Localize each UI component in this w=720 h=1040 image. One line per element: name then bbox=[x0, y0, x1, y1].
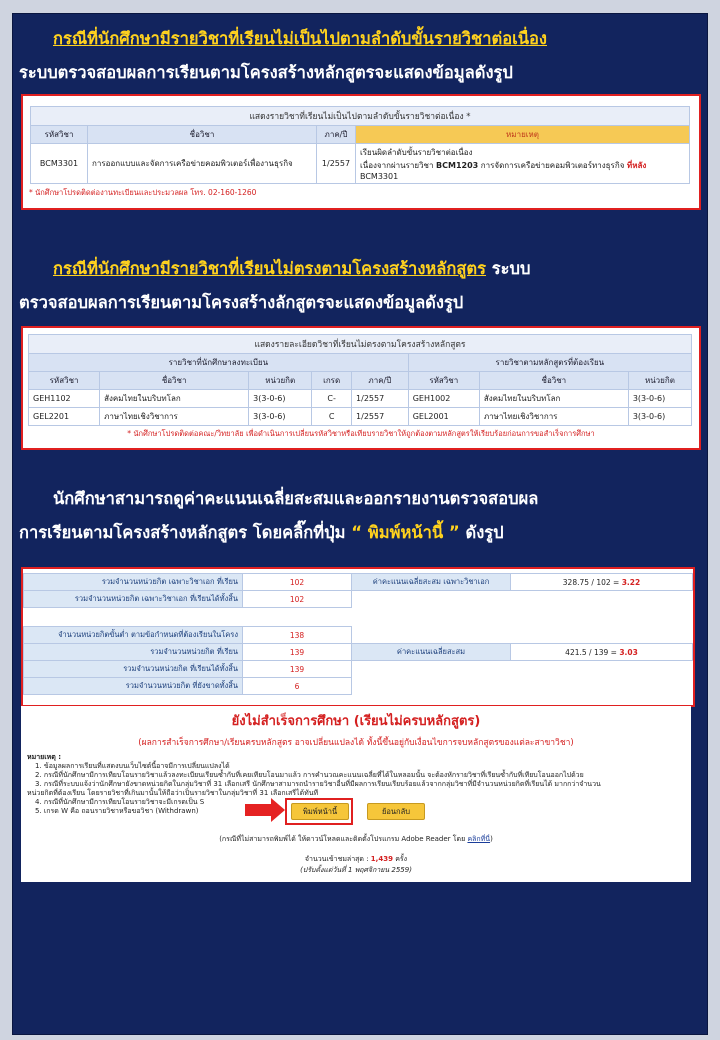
visits-unit: ครั้ง bbox=[395, 855, 408, 863]
visit-counter bbox=[21, 854, 691, 865]
notes-title: หมายเหตุ : bbox=[27, 753, 62, 761]
course-name: การออกแบบและจัดการเครือข่ายคอมพิวเตอร์เพื่องานธุรกิจ bbox=[88, 144, 317, 184]
earned-credits-label: รวมจำนวนหน่วยกิต ที่เรียนได้ทั้งสิ้น bbox=[24, 661, 243, 678]
gpa-value: 3.03 bbox=[619, 647, 638, 657]
major-earned-label: รวมจำนวนหน่วยกิต เฉพาะวิชาเอก ที่เรียนได้ทั้งสิ้น bbox=[24, 591, 243, 608]
section1-text: ระบบตรวจสอบผลการเรียนตามโครงสร้างหลักสูตรจะแสดงข้อมูลดังรูป bbox=[19, 63, 513, 82]
cell: ภาษาไทยเชิงวิชาการ bbox=[100, 408, 249, 426]
note-item: 3. กรณีที่ระบบแจ้งว่านักศึกษายังขาดหน่วยกิตในกลุ่มวิชาที่ 31 เลือกเสรี นักศึกษาสามารถนำรายวิชาอื่นที่มีผลการเรียนเรียบร้อยแล้วจากกลุ่มวิชาที่มีจำนวนหน่วยกิตที่เรียนได้ มากกว่าจำนวน bbox=[35, 780, 601, 788]
group-right-header: รายวิชาตามหลักสูตรที่ต้องเรียน bbox=[408, 354, 691, 372]
note-item: 1. ข้อมูลผลการเรียนที่แสดงบนเว็บไซต์นี้อาจมีการเปลี่ยนแปลงได้ bbox=[35, 762, 230, 770]
cell: 3(3-0-6) bbox=[249, 390, 312, 408]
section1-screenshot bbox=[21, 94, 701, 210]
note-item: หน่วยกิตที่ต้องเรียน โดยรายวิชาที่เกินมานั้นให้ถือว่าเป็นรายวิชาในกลุ่มวิชาที่ 31 เลือกเสรีได้ทันที bbox=[27, 789, 319, 797]
cell: 3(3-0-6) bbox=[628, 408, 691, 426]
table-row bbox=[29, 390, 692, 408]
earned-credits-value: 139 bbox=[243, 661, 352, 678]
note-item: 5. เกรด W คือ ถอนรายวิชาหรือขอวิชา (Withdrawn) bbox=[35, 807, 199, 815]
print-quote: “ พิมพ์หน้านี้ ” bbox=[351, 523, 460, 542]
total-credits-value: 139 bbox=[243, 644, 352, 661]
col-header: ภาค/ปี bbox=[352, 372, 409, 390]
section2-screenshot bbox=[21, 326, 701, 450]
section3-text-c: ดังรูป bbox=[465, 523, 504, 542]
major-gpa-value: 3.22 bbox=[621, 577, 641, 587]
remark-text: เนื่องจากผ่านรายวิชา bbox=[360, 161, 434, 170]
visits-value: 1,439 bbox=[370, 855, 393, 863]
col-header: รหัสวิชา bbox=[31, 126, 88, 144]
remark-code: BCM1203 bbox=[436, 161, 479, 170]
report-bottom-screenshot bbox=[21, 706, 691, 882]
col-header: รหัสวิชา bbox=[29, 372, 100, 390]
remark-line1: เรียนผิดลำดับขั้นรายวิชาต่อเนื่อง bbox=[360, 148, 473, 157]
section1-table-caption: แสดงรายวิชาที่เรียนไม่เป็นไปตามลำดับขั้นรายวิชาต่อเนื่อง * bbox=[31, 107, 690, 126]
cell: ภาษาไทยเชิงวิชาการ bbox=[479, 408, 628, 426]
col-header: หน่วยกิต bbox=[249, 372, 312, 390]
missing-credits-value: 6 bbox=[243, 678, 352, 695]
cell: GEL2201 bbox=[29, 408, 100, 426]
cell: สังคมไทยในบริบทโลก bbox=[479, 390, 628, 408]
col-header: หมายเหตุ bbox=[356, 126, 690, 144]
download-link[interactable]: คลิกที่นี่ bbox=[467, 835, 491, 843]
col-header: ชื่อวิชา bbox=[88, 126, 317, 144]
arrow-pointer-icon bbox=[245, 804, 271, 816]
pdf-note bbox=[21, 834, 691, 845]
major-gpa bbox=[511, 574, 693, 591]
remark-emphasis: ที่หลัง bbox=[626, 161, 647, 170]
col-header: รหัสวิชา bbox=[408, 372, 479, 390]
major-credits-label: รวมจำนวนหน่วยกิต เฉพาะวิชาเอก ที่เรียน bbox=[24, 574, 243, 591]
course-code: BCM3301 bbox=[31, 144, 88, 184]
section1-heading: กรณีที่นักศึกษามีรายวิชาที่เรียนไม่เป็นไปตามลำดับขั้นรายวิชาต่อเนื่อง bbox=[53, 29, 547, 48]
arrow-head-icon bbox=[271, 798, 285, 822]
major-gpa-calc: 328.75 / 102 = bbox=[562, 577, 620, 587]
section2-paragraph bbox=[19, 252, 701, 320]
col-header: เกรด bbox=[312, 372, 352, 390]
gpa-summary-screenshot bbox=[21, 567, 695, 707]
cell: 3(3-0-6) bbox=[628, 390, 691, 408]
section2-table-caption: แสดงรายละเอียดวิชาที่เรียนไม่ตรงตามโครงสร้างหลักสูตร bbox=[29, 335, 692, 354]
cell: 3(3-0-6) bbox=[249, 408, 312, 426]
min-credits-value: 138 bbox=[243, 627, 352, 644]
notes-block bbox=[21, 749, 691, 816]
section3-paragraph bbox=[19, 482, 701, 550]
section2-note: * นักศึกษาโปรดติดต่อคณะ/วิทยาลัย เพื่อดำเนินการเปลี่ยนรหัสวิชาหรือเทียบรายวิชาให้ถูกต้องตามหลักสูตรให้เรียบร้อยก่อนการขอสำเร็จการศึกษา bbox=[127, 429, 595, 438]
total-credits-label: รวมจำนวนหน่วยกิต ที่เรียน bbox=[24, 644, 243, 661]
cell: GEL2001 bbox=[408, 408, 479, 426]
major-earned-value: 102 bbox=[243, 591, 352, 608]
cell: GEH1002 bbox=[408, 390, 479, 408]
note-item: 2. กรณีที่นักศึกษามีการเทียบโอนรายวิชาแล้วลงทะเบียนเรียนซ้ำกับที่เคยเทียบโอนมาแล้ว การคำนวณคะแนนเฉลี่ยที่ได้ในหลอมนั้น จะต้องหักรายวิชาที่เรียนซ้ำกับที่เทียบโอนออกไปด้วย bbox=[35, 771, 584, 779]
print-button[interactable]: พิมพ์หน้านี้ bbox=[291, 803, 349, 820]
gpa-label: ค่าคะแนนเฉลี่ยสะสม bbox=[352, 644, 511, 661]
status-title: ยังไม่สำเร็จการศึกษา (เรียนไม่ครบหลักสูตร) bbox=[231, 714, 481, 729]
cell: C bbox=[312, 408, 352, 426]
section1-paragraph bbox=[19, 22, 701, 90]
course-remark bbox=[356, 144, 690, 184]
gpa-calc: 421.5 / 139 = bbox=[565, 647, 617, 657]
section2-text-b: ตรวจสอบผลการเรียนตามโครงสร้างลักสูตรจะแสดงข้อมูลดังรูป bbox=[19, 293, 464, 312]
section3-text-b: การเรียนตามโครงสร้างหลักสูตร โดยคลิ๊กที่ปุ่ม bbox=[19, 523, 346, 542]
pdf-note-text: (กรณีที่ไม่สามารถพิมพ์ได้ ให้ดาวน์โหลดและติดตั้งโปรแกรม Adobe Reader โดย bbox=[219, 835, 466, 843]
gpa bbox=[511, 644, 693, 661]
course-term: 1/2557 bbox=[317, 144, 356, 184]
visits-label: จำนวนเข้าชมล่าสุด : bbox=[304, 855, 369, 863]
remark-code: BCM3301 bbox=[360, 172, 399, 181]
section3-text-a: นักศึกษาสามารถดูค่าคะแนนเฉลี่ยสะสมและออกรายงานตรวจสอบผล bbox=[53, 489, 539, 508]
updated-note: (ปรับตั้งแต่วันที่ 1 พฤศจิกายน 2559) bbox=[300, 866, 412, 874]
col-header: ชื่อวิชา bbox=[100, 372, 249, 390]
section2-heading: กรณีที่นักศึกษามีรายวิชาที่เรียนไม่ตรงตามโครงสร้างหลักสูตร bbox=[53, 259, 487, 278]
group-left-header: รายวิชาที่นักศึกษาลงทะเบียน bbox=[29, 354, 409, 372]
major-credits-value: 102 bbox=[243, 574, 352, 591]
status-subtitle: (ผลการสำเร็จการศึกษา/เรียนครบหลักสูตร อาจเปลี่ยนแปลงได้ ทั้งนี้ขึ้นอยู่กับเงื่อนไขการจบหลักสูตรของแต่ละสาขาวิชา) bbox=[138, 738, 574, 748]
cell: GEH1102 bbox=[29, 390, 100, 408]
remark-text: การจัดการเครือข่ายคอมพิวเตอร์ทางธุรกิจ bbox=[480, 161, 625, 170]
cell: C- bbox=[312, 390, 352, 408]
section2-text-a: ระบบ bbox=[491, 259, 531, 278]
content-panel bbox=[13, 14, 707, 1034]
table-row bbox=[31, 144, 690, 184]
col-header: หน่วยกิต bbox=[628, 372, 691, 390]
col-header: ชื่อวิชา bbox=[479, 372, 628, 390]
cell: 1/2557 bbox=[352, 390, 409, 408]
min-credits-label: จำนวนหน่วยกิตขั้นต่ำ ตามข้อกำหนดที่ต้องเรียนในโครง bbox=[24, 627, 243, 644]
col-header: ภาค/ปี bbox=[317, 126, 356, 144]
cell: สังคมไทยในบริบทโลก bbox=[100, 390, 249, 408]
major-gpa-label: ค่าคะแนนเฉลี่ยสะสม เฉพาะวิชาเอก bbox=[352, 574, 511, 591]
note-item: 4. กรณีที่นักศึกษามีการเทียบโอนรายวิชาจะมีเกรดเป็น S bbox=[35, 798, 205, 806]
back-button[interactable]: ย้อนกลับ bbox=[367, 803, 425, 820]
cell: 1/2557 bbox=[352, 408, 409, 426]
missing-credits-label: รวมจำนวนหน่วยกิต ที่ยังขาดทั้งสิ้น bbox=[24, 678, 243, 695]
table-row bbox=[29, 408, 692, 426]
print-button-highlight bbox=[285, 798, 353, 825]
pdf-note-close: ) bbox=[490, 835, 493, 843]
section1-note: * นักศึกษาโปรดติดต่องานทะเบียนและประมวลผล โทร. 02-160-1260 bbox=[29, 188, 257, 197]
